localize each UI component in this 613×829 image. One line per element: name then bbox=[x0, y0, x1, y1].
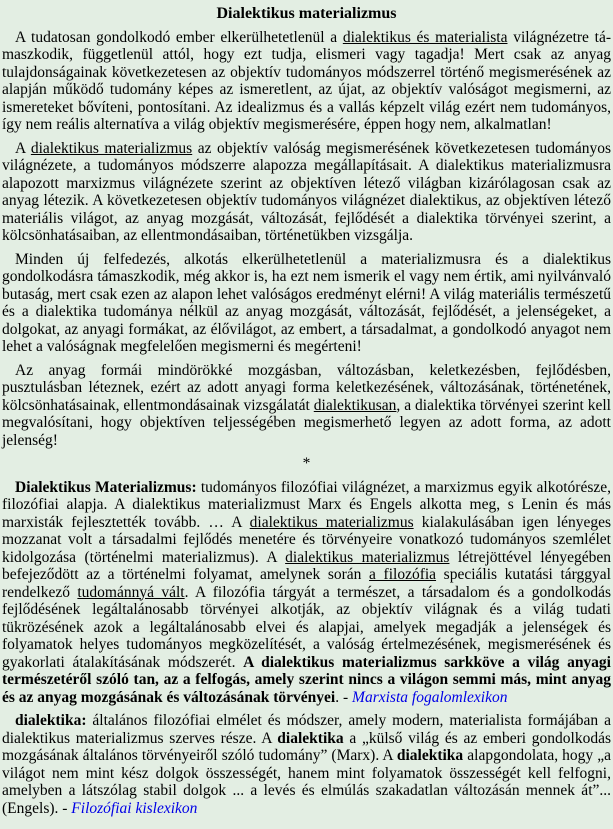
text-run: speciális kutatási tárggyal rendelkező bbox=[2, 566, 611, 601]
text-run: A bbox=[15, 139, 31, 157]
text-run: a „külső világ és az emberi gondolkodás mozgásának általános törvényeiről szóló tudomány” (Marx). A bbox=[2, 729, 612, 764]
underlined-term: tudománnyá vált bbox=[77, 583, 185, 601]
bold-term: A dialektikus materializmus sarkköve a világ anyagi természetéről szóló tan, az a felfogás, amely szerint nincs a világon semmi más, mint anyag és az anyag mozgásának és változásának törvényei bbox=[2, 653, 611, 706]
paragraph-4 bbox=[2, 362, 611, 450]
paragraph-5-lexicon-entry-dialektikus-materializmus bbox=[2, 479, 611, 707]
text-run: Az anyag formái mindörökké mozgásban, változásban, keletkezésben, fejlődésben, pusztulásban léteznek, ezért az adott anyagi forma keletkezésének, változásának, történetének, kölcsönhatásainak, ellentmondásainak vizsgálatát bbox=[2, 361, 611, 414]
text-run: alapgondolata, hogy „a világot nem mint kész dolgok összességét, hanem mint folyamatok összességét kell felfogni, amelyben a látszólag stabil dolgok ... a levés és elmúlás szakadatlan változásán mennek át”... (Engels). - bbox=[2, 747, 611, 817]
bold-term: dialektika bbox=[277, 729, 344, 747]
paragraph-6-lexicon-entry-dialektika bbox=[2, 712, 611, 817]
bold-term: dialektika bbox=[396, 747, 464, 764]
underlined-term: dialektikusan bbox=[313, 396, 397, 414]
text-run: kialakulásában igen lényeges mozzanat volt a társadalmi fejlődés menetére és törvényeire vonatkozó tudományos szemlélet kidolgozása (történelmi materializmus). A bbox=[2, 513, 612, 566]
underlined-term: dialektikus materializmus bbox=[30, 139, 193, 157]
underlined-term: dialektikus és materialista bbox=[342, 28, 508, 46]
text-run: általános filozófiai elmélet és módszer, amely modern, materialista formájában a dialektikus materializmus szerves része. A bbox=[2, 712, 611, 747]
page-title: Dialektikus materializmus bbox=[216, 5, 397, 22]
text-run: az objektív valóság megismerésének következetesen tudományos világnézete, a tudományos módszerre alapozza megállapításait. A dialektikus materializmusra alapozott marxizmus világnézete szerint az objektíven létező világban kizárólagosan csak az anyag létezik. A következetesen objektív tudományos világnézet dialektikus, az objektíven létező materiális világot, az anyag mozgását, változását, fejlődését a dialektika törvényei szerint, a kölcsönhatásaiban, az ellentmondásaiban, történetükben vizsgálja. bbox=[2, 139, 611, 244]
text-run: Minden új felfedezés, alkotás elkerülhetetlenül a materializmusra és a dialektikus gondolkodásra támaszkodik, még akkor is, ha ezt nem ismerik el vagy nem értik, ami nyilvánvaló butaság, mert csak ezen az alapon lehet valóságos eredményt elérni! A világ materiális természetű és a dialektika tudománya nélkül az anyag mozgását, változását, fejlődését, a jelenségeket, a dolgokat, az anyagi formákat, az élővilágot, az embert, a társadalmat, a gondolkodó anyagot nem lehet a valóságnak megfelelően megismerni és megérteni! bbox=[2, 250, 611, 355]
paragraph-2 bbox=[2, 140, 611, 245]
lexicon-link[interactable]: Filozófiai kislexikon bbox=[71, 799, 198, 817]
underlined-term: dialektikus materializmus bbox=[249, 513, 414, 531]
paragraph-3 bbox=[2, 251, 611, 356]
text-run: . A filozófia tárgyát a természet, a társadalom és a gondolkodás fejlődésének legáltalánosabb törvényei alkotják, az objektív világnak és a világ tudati tükrözésének azok a legáltalánosabb elvei és alapjai, amelyek megadják a jelenségek és folyamatok helyes tudományos megközelítését, a valóság értelmezésének, megismerésének és gyakorlati átalakításának módszerét. bbox=[2, 583, 612, 671]
text-run: . - bbox=[335, 688, 353, 706]
underlined-term: a filozófia bbox=[369, 566, 437, 583]
section-separator: * bbox=[302, 455, 311, 472]
text-run: A tudatosan gondolkodó ember elkerülhetetlenül a bbox=[15, 28, 343, 46]
text-run: , a dialektika törvényei szerint kell megvalósítani, hogy objektíven teljességében megismerhető legyen az adott forma, az adott jelenség! bbox=[2, 396, 611, 449]
text-run: tudományos filozófiai világnézet, a marxizmus egyik alkotórésze, filozófiai alapja. A dialektikus materializmust Marx és Engels alkotta meg, s Lenin és más marxisták fejlesztették tovább. … A bbox=[2, 478, 611, 531]
underlined-term: dialektikus materializmus bbox=[285, 548, 450, 566]
bold-term: Dialektikus Materializmus: bbox=[15, 478, 197, 496]
bold-term: dialektika: bbox=[15, 712, 87, 729]
text-run: világnézetre támaszkodik, függetlenül attól, hogy ezt tudja, elismeri vagy tagadja! Mert csak az anyag tulajdonságainak következetesen az objektív tudományos módszerrel történő megismerésének az alapján működő tudomány képes az ismeretlent, az újat, az objektív valóságot megismerni, az ismereteket bővíteni, pontosítani. Az idealizmus és a vallás képzelt világ ezért nem tudományos, így nem reális alternatíva a világ objektív megismerésére, éppen hogy nem, alkalmatlan! bbox=[2, 28, 611, 133]
paragraph-1 bbox=[2, 29, 611, 134]
text-run: létrejöttével lényegében befejeződött az a történelmi folyamat, amelynek során bbox=[2, 548, 612, 583]
lexicon-link[interactable]: Marxista fogalomlexikon bbox=[352, 688, 508, 706]
